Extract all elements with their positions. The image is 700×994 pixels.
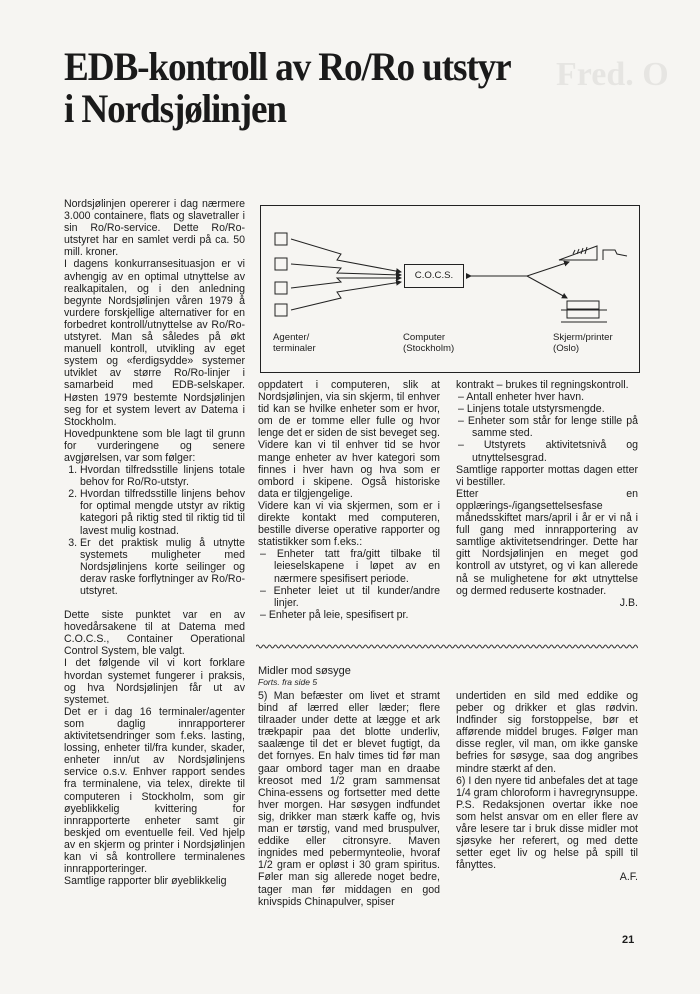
paragraph: I det følgende vil vi kort forklare hvordan systemet fungerer i praksis, og hva Nordsjølinjen får ut av systemet. [64, 657, 245, 706]
signature: J.B. [619, 596, 638, 609]
telex-link [291, 264, 401, 275]
subarticle-column-left [258, 690, 440, 908]
wavy-divider [256, 643, 638, 650]
page-number: 21 [622, 934, 635, 946]
list-item: 3. Er det praktisk mulig å utnytte systemets muligheter med Nordsjølinjens korte seilinger og derav raske forflytninger av Ro/Ro-utstyret. [80, 537, 245, 597]
paragraph: Samtlige rapporter mottas dagen etter vi bestiller. [456, 463, 638, 488]
criteria-list [64, 464, 245, 597]
paragraph: undertiden en sild med eddike og peber og drikker et glas rødvin. Indfinder sig forstoppelse, bør et afførende middel bruges. Følger man disse regler, vil man, om ikke ganske befries for søsyge, saa dog angribes mindre stærkt af den. [456, 690, 638, 775]
paragraph: Dette siste punktet var en av hovedårsakene til at Datema med C.O.C.S., Container Operational Control System, ble valgt. [64, 609, 245, 658]
paragraph: Samtlige rapporter blir øyeblikkelig [64, 875, 227, 888]
article-title [64, 46, 622, 130]
list-item: – Enheter leiet ut til kunder/andre linjer. [274, 585, 440, 609]
terminal-box [275, 304, 287, 316]
paragraph: kontrakt – brukes til regningskontroll. [456, 379, 629, 391]
paragraph: I dagens konkurransesituasjon er vi avhengig av en optimal utnyttelse av realkapitalen, og i den anledning begynte Nordsjølinjen våren 1979 å vurdere forskjellige alternativer for en forbedret kontroll/utnyttelse av Ro/Ro-utstyret. Man så således på økt manuell kontroll, utvikling av eget system og «ferdigsydde» systemer utviklet av større Ro/Ro-linjer i samarbeid med EDB-selskaper. Høsten 1979 bestemte Nordsjølinjen seg for et system levert av Datema i Stockholm. [64, 258, 245, 428]
list-item: – Linjens totale utstyrsmengde. [472, 403, 638, 415]
list-item: 2. Hvordan tilfredsstille linjens behov for optimal mengde utstyr av riktig kategori på riktig sted til riktig tid til lavest mulig kostnad. [80, 488, 245, 536]
list-item: – Enheter på leie, spesifisert pr. [274, 609, 440, 621]
paragraph: Etter en opplærings-/igangsettelsesfase månedsskiftet mars/april i år er vi nå i full gang med innrapportering av samtlige aktivitetsendringer. Dette har gitt Nordsjølinjen en meget god kontroll av utstyret, og vi kan allerede nå se mulighetene for økt utnyttelse og dermed reduserte kostnader. [456, 487, 638, 597]
subarticle-reference: Forts. fra side 5 [258, 677, 318, 687]
printer-icon [567, 301, 599, 309]
telex-link [291, 278, 401, 288]
column-2 [258, 379, 440, 621]
paragraph: 6) I den nyere tid anbefales det at tage 1/4 gram chloroform i havregrynsuppe. [456, 774, 638, 799]
list-item: 1. Hvordan tilfredsstille linjens totale behov for Ro/Ro-utstyr. [80, 464, 245, 488]
paragraph: 5) Man befæster om livet et stramt bind af lærred eller læder; flere tilraader under dette at lægge et ark trækpapir paa det blotte underliv, saalænge til det er blevet fugtigt, da det fornyes. En halv times tid før man gaar ombord tager man en draabe kreosot med 1/2 gram sammensat China-essens og fortsetter med dette hver morgen. Har søsygen indfundet sig, drikker man stærk kaffe og, hvis man er tørstig, vand med bruspulver, eddike eller citronsyre. Maven ingnides med pebermynteolie, hvoraf 1/2 gram er opløst i 30 gram spiritus. Føler man sig allerede noget bedre, tager man før middagen en god knivspids Chinapulver, spiser [258, 690, 440, 908]
title-line-2: i Nordsjølinjen [64, 86, 286, 131]
column-1 [64, 198, 245, 887]
list-item: – Antall enheter hver havn. [472, 391, 638, 403]
ghost-text: Fred. O [556, 56, 669, 93]
paragraph: P.S. Redaksjonen overtar ikke noe som helst ansvar om en eller flere av våre lesere tar i bruk disse midler mot sjøsyke her referert, og med dette setter eget liv og helse på spill til fånyttes. [456, 798, 638, 872]
paragraph: oppdatert i computeren, slik at Nordsjølinjen, via sin skjerm, til enhver tid kan se hvilke enheter som er hvor, om de er tomme eller fulle og hvor lenge det er siden de sist beveget seg. Videre kan vi til enhver tid se hvor mange enheter av hver kategori som finnes i hver havn og hva som er ombord i skipene. Også historiske data er tilgjengelige. [258, 379, 440, 500]
list-item: – Utstyrets aktivitetsnivå og utnyttelsesgrad. [472, 439, 638, 463]
computer-label: Computer (Stockholm) [403, 332, 455, 354]
telex-link [291, 239, 401, 272]
terminal-box [275, 282, 287, 294]
paragraph: Det er i dag 16 terminaler/agenter som daglig innrapporterer aktivitetsendringer som f.eks. lasting, lossing, enheter til/fra kunder, skader, enheter inn/ut av Nordsjølinjens service o.s.v. Enhver rapport sendes fra terminalene, via telex, direkte til computeren i Stockholm, som gir øyeblikkelig kvittering for innrapporterte enheter samt gir beskjed om eventuelle feil. Ved hjelp av en skjerm og printer i Nordsjølinjen kan vi så kontrollere terminalenes innrapporteringer. [64, 705, 245, 876]
terminal-box [275, 233, 287, 245]
list-item: – Enheter tatt fra/gitt tilbake til leieselskapene i løpet av en nærmere spesifisert periode. [274, 548, 440, 584]
link-line [527, 276, 567, 298]
link-line [527, 262, 569, 276]
column-3 [456, 379, 638, 609]
report-list [258, 548, 440, 621]
terminal-box [275, 258, 287, 270]
system-diagram [260, 205, 640, 373]
keyboard-icon [603, 250, 627, 260]
agents-label: Agenter/ terminaler [273, 332, 316, 354]
subarticle-heading: Midler mod søsyge [258, 665, 351, 677]
list-item: – Enheter som står for lenge stille på samme sted. [472, 415, 638, 439]
report-list [456, 391, 638, 464]
paragraph: Videre kan vi via skjermen, som er i direkte kontakt med computeren, bestille diverse operative rapporter og statistikker som f.eks.: [258, 499, 440, 549]
paragraph: Hovedpunktene som ble lagt til grunn for vurderingene og senere avgjørelsen, var som følger: [64, 427, 245, 464]
screen-printer-label: Skjerm/printer (Oslo) [553, 332, 613, 354]
paragraph: Nordsjølinjen opererer i dag nærmere 3.000 containere, flats og slavetraller i sin Ro/Ro-service. Dette Ro/Ro-utstyret har en samlet verdi på ca. 50 mill. kroner. [64, 198, 245, 259]
title-line-1: EDB-kontroll av Ro/Ro utstyr [64, 44, 511, 89]
screen-icon [559, 246, 597, 260]
cocs-box: C.O.C.S. [404, 264, 464, 288]
subarticle-column-right [456, 690, 638, 884]
signature: A.F. [619, 871, 638, 884]
